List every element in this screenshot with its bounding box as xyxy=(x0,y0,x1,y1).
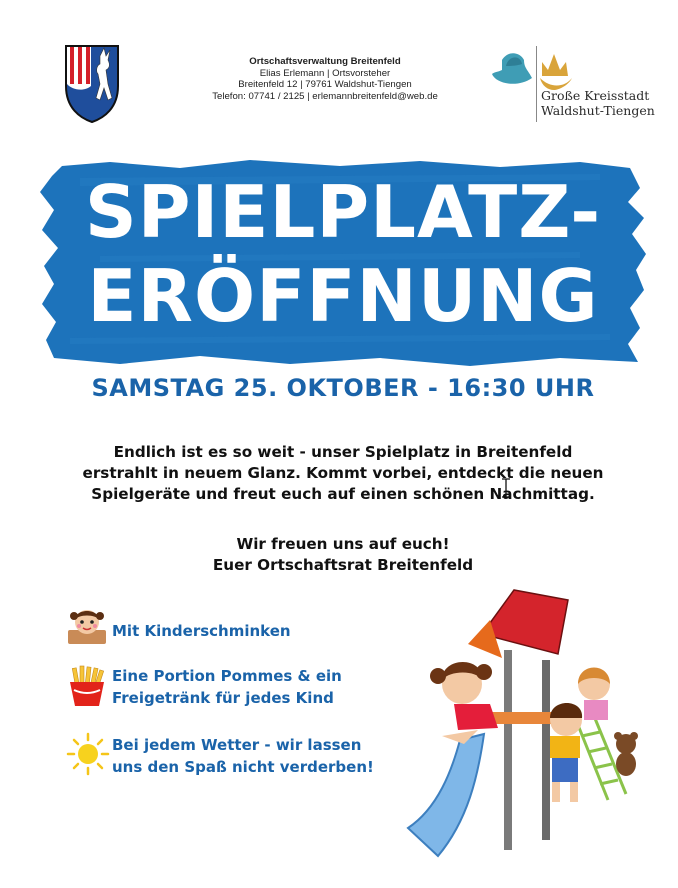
feature-face-painting xyxy=(112,620,291,642)
intro-paragraph xyxy=(60,442,626,505)
coat-of-arms-logo xyxy=(64,44,120,124)
title-line-2: ERÖFFNUNG xyxy=(87,254,599,338)
feature-3-line-2: uns den Spaß nicht verderben! xyxy=(112,758,374,776)
intro-line-2: erstrahlt in neuem Glanz. Kommt vorbei, entdeckt die neuen xyxy=(82,464,604,482)
event-date: SAMSTAG 25. OKTOBER - 16:30 UHR xyxy=(91,374,595,402)
feature-fries-drink xyxy=(112,665,342,709)
playground-illustration xyxy=(398,580,658,880)
sun-icon xyxy=(66,732,110,776)
office-title: Ortschaftsverwaltung Breitenfeld xyxy=(249,56,401,67)
city-name-line1: Große Kreisstadt xyxy=(541,88,650,103)
face-paint-icon xyxy=(66,604,108,646)
contact-line: Telefon: 07741 / 2125 | erlemannbreitenfeld@web.de xyxy=(212,90,438,102)
feature-2-line-1: Eine Portion Pommes & ein xyxy=(112,667,342,685)
intro-line-3: Spielgeräte und freut euch auf einen schönen Nachmittag. xyxy=(91,485,595,503)
greeting xyxy=(60,534,626,576)
title-line-1: SPIELPLATZ- xyxy=(84,170,602,254)
text-cursor-icon xyxy=(500,478,512,498)
address-block xyxy=(190,56,460,102)
city-name-line2: Waldshut-Tiengen xyxy=(541,103,655,118)
city-name xyxy=(541,88,661,118)
feature-weather xyxy=(112,734,374,778)
person-line: Elias Erlemann | Ortsvorsteher xyxy=(259,67,391,79)
greeting-line-1: Wir freuen uns auf euch! xyxy=(236,535,450,553)
greeting-line-2: Euer Ortschaftsrat Breitenfeld xyxy=(212,556,474,574)
address-line: Breitenfeld 12 | 79761 Waldshut-Tiengen xyxy=(238,79,412,91)
fries-icon xyxy=(66,664,108,708)
feature-2-line-2: Freigetränk für jedes Kind xyxy=(112,689,334,707)
intro-line-1: Endlich ist es so weit - unser Spielplatz in Breitenfeld xyxy=(113,443,573,461)
feature-1-line-1: Mit Kinderschminken xyxy=(112,622,291,640)
feature-3-line-1: Bei jedem Wetter - wir lassen xyxy=(112,736,362,754)
